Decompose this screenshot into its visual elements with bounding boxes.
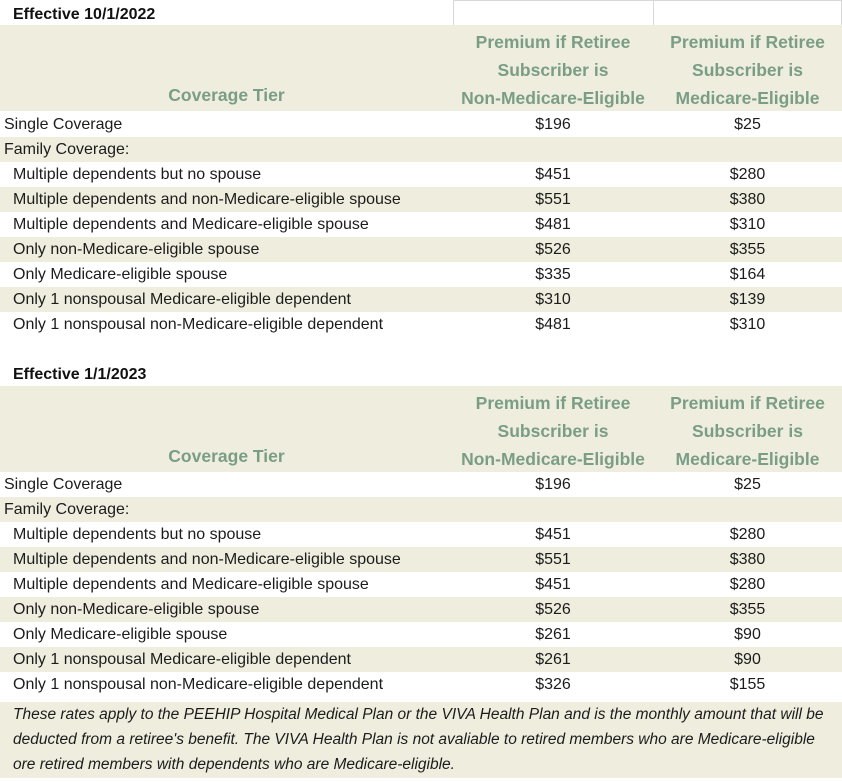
non-medicare-premium: $551	[535, 551, 571, 568]
medicare-premium: $310	[729, 216, 766, 233]
non-medicare-premium: $451	[535, 166, 571, 183]
medicare-premium: $139	[729, 291, 766, 308]
table-header	[0, 386, 842, 472]
table-row	[0, 112, 842, 137]
effective-date-title: Effective 10/1/2022	[13, 6, 156, 23]
effective-date-title: Effective 1/1/2023	[13, 366, 147, 383]
medicare-premium: $155	[729, 676, 766, 693]
medicare-premium: $355	[729, 601, 766, 618]
medicare-premium: $355	[729, 241, 766, 258]
tier-label: Multiple dependents and non-Medicare-eligible spouse	[13, 551, 401, 568]
tier-label: Only 1 nonspousal non-Medicare-eligible dependent	[13, 316, 384, 333]
table-row	[0, 622, 842, 647]
table-row	[0, 597, 842, 622]
tier-label: Multiple dependents and Medicare-eligible spouse	[13, 576, 369, 593]
table-row	[0, 162, 842, 187]
tier-label: Multiple dependents but no spouse	[13, 166, 262, 183]
tier-label: Only Medicare-eligible spouse	[13, 626, 228, 643]
non-medicare-premium: $261	[535, 626, 571, 643]
non-medicare-premium: $526	[535, 241, 571, 258]
table-row	[0, 287, 842, 312]
medicare-premium: $164	[729, 266, 766, 283]
medicare-premium: $25	[734, 116, 761, 133]
medicare-premium: $90	[734, 651, 761, 668]
tier-label: Single Coverage	[4, 476, 123, 493]
table-row	[0, 572, 842, 597]
table-row	[0, 472, 842, 497]
table-row	[0, 522, 842, 547]
non-medicare-premium: $261	[535, 651, 571, 668]
non-medicare-premium: $481	[535, 316, 571, 333]
coverage-tier-header: Coverage Tier	[168, 446, 285, 466]
tier-label: Only Medicare-eligible spouse	[13, 266, 228, 283]
non-medicare-premium: $526	[535, 601, 571, 618]
tier-label: Only non-Medicare-eligible spouse	[13, 241, 260, 258]
table-row	[0, 547, 842, 572]
non-medicare-premium: $551	[535, 191, 571, 208]
table-row	[0, 212, 842, 237]
tier-label: Only 1 nonspousal Medicare-eligible dependent	[13, 651, 351, 668]
tier-label: Multiple dependents and Medicare-eligible spouse	[13, 216, 369, 233]
non-medicare-premium: $196	[535, 476, 571, 493]
non-medicare-premium: $310	[535, 291, 571, 308]
table-row	[0, 187, 842, 212]
empty-cell	[453, 0, 653, 25]
medicare-premium-header: Premium if Retiree Subscriber is Medicare-Eligible	[670, 393, 825, 469]
non-medicare-premium-header: Premium if Retiree Subscriber is Non-Medicare-Eligible	[461, 32, 645, 108]
non-medicare-premium-header: Premium if Retiree Subscriber is Non-Medicare-Eligible	[461, 393, 645, 469]
table-row	[0, 137, 842, 162]
medicare-premium: $380	[729, 191, 766, 208]
table-row	[0, 237, 842, 262]
tier-label: Only 1 nonspousal Medicare-eligible dependent	[13, 291, 351, 308]
tier-label: Only non-Medicare-eligible spouse	[13, 601, 260, 618]
non-medicare-premium: $326	[535, 676, 571, 693]
non-medicare-premium: $451	[535, 526, 571, 543]
non-medicare-premium: $335	[535, 266, 571, 283]
medicare-premium: $90	[734, 626, 761, 643]
tier-label: Family Coverage:	[4, 501, 130, 518]
non-medicare-premium: $451	[535, 576, 571, 593]
tier-label: Family Coverage:	[4, 141, 130, 158]
footnote: These rates apply to the PEEHIP Hospital Medical Plan or the VIVA Health Plan and is the monthly amount that will be deducted from a retiree's benefit. The VIVA Health Plan is not avaliable to retired members who are Medicare-eligible ore retired members with dependents who are Medicare-eligible.	[0, 702, 842, 778]
medicare-premium: $380	[729, 551, 766, 568]
table-row	[0, 312, 842, 337]
table-row	[0, 262, 842, 287]
table-row	[0, 497, 842, 522]
table-row	[0, 647, 842, 672]
medicare-premium: $280	[729, 526, 766, 543]
tier-label: Single Coverage	[4, 116, 123, 133]
table-header	[0, 25, 842, 111]
medicare-premium: $25	[734, 476, 761, 493]
non-medicare-premium: $196	[535, 116, 571, 133]
empty-cell	[653, 0, 842, 25]
medicare-premium: $280	[729, 166, 766, 183]
medicare-premium: $280	[729, 576, 766, 593]
table-row	[0, 672, 842, 697]
medicare-premium: $310	[729, 316, 766, 333]
tier-label: Only 1 nonspousal non-Medicare-eligible dependent	[13, 676, 384, 693]
medicare-premium-header: Premium if Retiree Subscriber is Medicare-Eligible	[670, 32, 825, 108]
coverage-tier-header: Coverage Tier	[168, 85, 285, 105]
tier-label: Multiple dependents but no spouse	[13, 526, 262, 543]
tier-label: Multiple dependents and non-Medicare-eligible spouse	[13, 191, 401, 208]
non-medicare-premium: $481	[535, 216, 571, 233]
